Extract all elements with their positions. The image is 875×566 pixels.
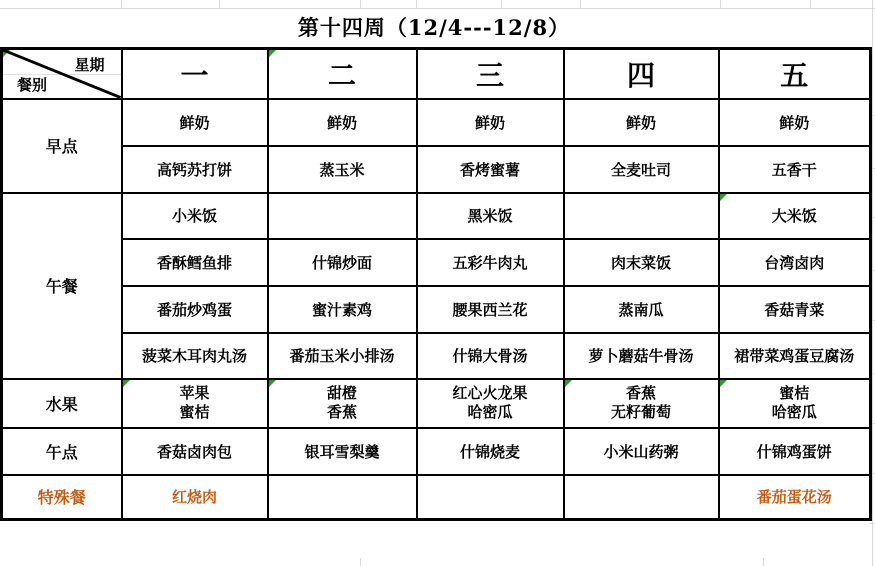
cell-tue-breakfast-main[interactable]: 蒸玉米	[268, 146, 417, 193]
cell-thu-fruit[interactable]	[564, 379, 719, 428]
cell-fri-snack[interactable]: 什锦鸡蛋饼	[719, 428, 871, 475]
fruit-line1: 红心火龙果	[452, 384, 528, 402]
excel-gridline	[872, 0, 873, 566]
cell-fri-fruit[interactable]	[719, 379, 871, 428]
menu-table	[0, 47, 872, 521]
cell-thu-lunch-main[interactable]: 肉末菜饭	[564, 239, 719, 286]
cell-fri-breakfast-main[interactable]: 五香干	[719, 146, 871, 193]
error-flag-icon	[269, 380, 276, 387]
dish-label: 大米饭	[771, 207, 817, 225]
cell-thu-breakfast-main[interactable]: 全麦吐司	[564, 146, 719, 193]
fruit-line2: 哈密瓜	[771, 403, 817, 421]
cell-tue-breakfast-milk[interactable]: 鲜奶	[268, 99, 417, 146]
cell-wed-breakfast-main[interactable]: 香烤蜜薯	[417, 146, 564, 193]
row-label-special[interactable]: 特殊餐	[2, 475, 122, 520]
cell-thu-lunch-staple[interactable]	[564, 193, 719, 239]
excel-gridline	[720, 0, 721, 8]
cell-mon-lunch-staple[interactable]: 小米饭	[122, 193, 268, 239]
cell-wed-lunch-main[interactable]: 五彩牛肉丸	[417, 239, 564, 286]
excel-gridline	[501, 0, 502, 8]
corner-cell[interactable]	[2, 49, 122, 99]
excel-gridline	[580, 0, 581, 8]
cell-thu-lunch-soup[interactable]: 萝卜蘑菇牛骨汤	[564, 333, 719, 379]
cell-wed-lunch-side[interactable]: 腰果西兰花	[417, 286, 564, 333]
fruit-line2: 无籽葡萄	[610, 403, 671, 421]
row-label-fruit[interactable]: 水果	[2, 379, 122, 428]
cell-tue-lunch-side[interactable]: 蜜汁素鸡	[268, 286, 417, 333]
cell-mon-special[interactable]: 红烧肉	[122, 475, 268, 520]
day-header-thu[interactable]: 四	[564, 49, 719, 99]
excel-gridline	[121, 0, 122, 8]
cell-tue-fruit[interactable]	[268, 379, 417, 428]
fruit-line1: 苹果	[179, 384, 210, 402]
cell-fri-lunch-main[interactable]: 台湾卤肉	[719, 239, 871, 286]
cell-wed-special[interactable]	[417, 475, 564, 520]
cell-fri-breakfast-milk[interactable]: 鲜奶	[719, 99, 871, 146]
day-header-tue[interactable]	[268, 49, 417, 99]
row-label-breakfast[interactable]: 早点	[2, 99, 122, 193]
week-title: 第十四周（12/4---12/8）	[297, 15, 571, 40]
excel-gridline	[0, 8, 875, 9]
day-header-label: 二	[327, 58, 356, 92]
day-header-fri[interactable]: 五	[719, 49, 871, 99]
cell-thu-snack[interactable]: 小米山药粥	[564, 428, 719, 475]
cell-tue-snack[interactable]: 银耳雪梨羹	[268, 428, 417, 475]
excel-gridline	[360, 0, 361, 8]
fruit-line2: 蜜桔	[179, 403, 210, 421]
error-flag-icon	[720, 194, 727, 201]
row-label-snack[interactable]: 午点	[2, 428, 122, 475]
cell-mon-fruit[interactable]	[122, 379, 268, 428]
cell-thu-special[interactable]	[564, 475, 719, 520]
cell-tue-lunch-soup[interactable]: 番茄玉米小排汤	[268, 333, 417, 379]
fruit-line1: 香蕉	[625, 384, 656, 402]
cell-mon-breakfast-main[interactable]: 高钙苏打饼	[122, 146, 268, 193]
error-flag-icon	[269, 50, 276, 57]
day-header-wed[interactable]: 三	[417, 49, 564, 99]
cell-fri-special[interactable]: 番茄蛋花汤	[719, 475, 871, 520]
fruit-line2: 哈密瓜	[467, 403, 513, 421]
excel-gridline	[869, 523, 875, 524]
excel-gridline	[810, 0, 811, 8]
corner-day-label: 星期	[74, 56, 105, 74]
cell-mon-lunch-soup[interactable]: 菠菜木耳肉丸汤	[122, 333, 268, 379]
cell-mon-lunch-main[interactable]: 香酥鳕鱼排	[122, 239, 268, 286]
cell-fri-lunch-soup[interactable]: 裙带菜鸡蛋豆腐汤	[719, 333, 871, 379]
row-label-lunch[interactable]: 午餐	[2, 193, 122, 379]
corner-meal-label: 餐别	[17, 75, 48, 94]
error-flag-icon	[720, 380, 727, 387]
cell-tue-special[interactable]	[268, 475, 417, 520]
excel-gridline	[360, 558, 361, 566]
cell-mon-lunch-side[interactable]: 番茄炒鸡蛋	[122, 286, 268, 333]
excel-gridline	[763, 558, 764, 566]
cell-tue-lunch-main[interactable]: 什锦炒面	[268, 239, 417, 286]
cell-wed-fruit[interactable]	[417, 379, 564, 428]
excel-gridline	[219, 0, 220, 8]
fruit-line1: 甜橙	[326, 384, 357, 402]
cell-wed-lunch-soup[interactable]: 什锦大骨汤	[417, 333, 564, 379]
cell-fri-lunch-side[interactable]: 香菇青菜	[719, 286, 871, 333]
cell-tue-lunch-staple[interactable]	[268, 193, 417, 239]
cell-thu-lunch-side[interactable]: 蒸南瓜	[564, 286, 719, 333]
cell-wed-breakfast-milk[interactable]: 鲜奶	[417, 99, 564, 146]
fruit-line2: 香蕉	[326, 403, 357, 421]
error-flag-icon	[123, 380, 130, 387]
cell-thu-breakfast-milk[interactable]: 鲜奶	[564, 99, 719, 146]
cell-mon-snack[interactable]: 香菇卤肉包	[122, 428, 268, 475]
cell-wed-snack[interactable]: 什锦烧麦	[417, 428, 564, 475]
day-header-mon[interactable]: 一	[122, 49, 268, 99]
cell-mon-breakfast-milk[interactable]: 鲜奶	[122, 99, 268, 146]
fruit-line1: 蜜桔	[779, 384, 810, 402]
error-flag-icon	[565, 380, 572, 387]
excel-gridline	[416, 0, 417, 8]
cell-wed-lunch-staple[interactable]: 黑米饭	[417, 193, 564, 239]
cell-fri-lunch-staple[interactable]	[719, 193, 871, 239]
